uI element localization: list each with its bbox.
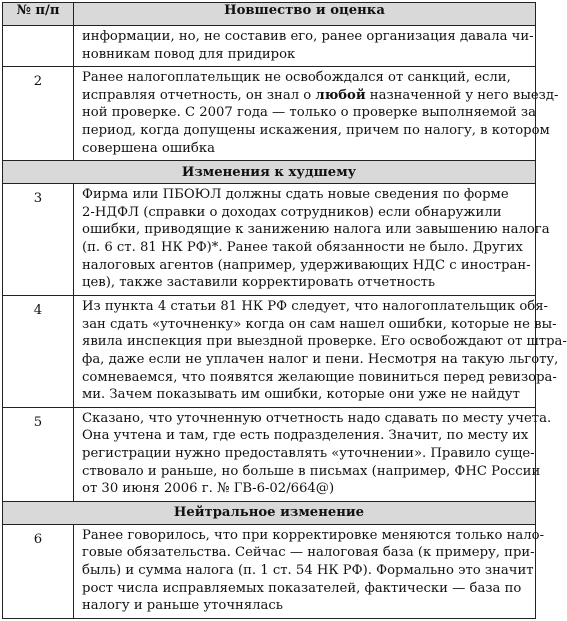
table-row bbox=[3, 296, 536, 408]
table-header-row bbox=[3, 3, 536, 26]
section-title: Изменения к худшему bbox=[3, 161, 536, 184]
text-line: ошибки, приводящие к занижению налога или завышению налога bbox=[82, 222, 550, 238]
row-text bbox=[74, 296, 567, 408]
row-text bbox=[74, 184, 550, 296]
text-line: фа, даже если не уплачен налог и пени. Несмотря на такую льготу, bbox=[82, 351, 559, 367]
text-line: период, когда допущены искажения, причем по налогу, в котором bbox=[82, 122, 550, 138]
text-line: ствовало и раньше, но больше в письмах (например, ФНС России bbox=[82, 463, 541, 479]
row-number: 3 bbox=[3, 184, 74, 296]
text-line: 2-НДФЛ (справки о доходах сотрудников) если обнаружили bbox=[82, 204, 502, 220]
text-line: Сказано, что уточненную отчетность надо сдавать по месту учета. bbox=[82, 410, 552, 426]
text-line: сомневаемся, что появятся желающие повиниться перед ревизора- bbox=[82, 369, 557, 385]
text-line bbox=[82, 87, 559, 105]
text-line: говые обязательства. Сейчас — налоговая база (к примеру, при- bbox=[82, 545, 535, 561]
table-row bbox=[3, 184, 536, 296]
row-text bbox=[74, 407, 552, 501]
emphasis-word: любой bbox=[315, 87, 366, 103]
row-number: 6 bbox=[3, 524, 74, 618]
section-title: Нейтральное изменение bbox=[3, 501, 536, 524]
text-line: от 30 июня 2006 г. № ГВ-6-02/664@) bbox=[82, 481, 335, 497]
text-line: новникам повод для придирок bbox=[82, 46, 296, 62]
text-line: рост числа исправляемых показателей, фактически — база по bbox=[82, 580, 522, 596]
row-number: 2 bbox=[3, 67, 74, 161]
text-line: Ранее налогоплательщик не освобождался от санкций, если, bbox=[82, 70, 511, 86]
text-line: ми. Зачем показывать им ошибки, которые они уже не найдут bbox=[82, 387, 520, 403]
text-line: налогу и раньше уточнялась bbox=[82, 598, 283, 614]
text-line: цев), также заставили корректировать отчетность bbox=[82, 275, 436, 291]
text-line: ной проверке. С 2007 года — только о проверке выполняемой за bbox=[82, 105, 536, 121]
row-number: 4 bbox=[3, 296, 74, 408]
table-row bbox=[3, 524, 536, 618]
text-line: Ранее говорилось, что при корректировке меняются только нало- bbox=[82, 527, 545, 543]
section-header-row bbox=[3, 161, 536, 184]
row-text bbox=[74, 26, 536, 67]
text-line: налоговых агентов (например, удерживающих НДС с иностран- bbox=[82, 257, 531, 273]
text-line: Фирма или ПБОЮЛ должны сдать новые сведения по форме bbox=[82, 187, 509, 203]
row-text bbox=[74, 524, 545, 618]
header-text: Новшество и оценка bbox=[74, 3, 536, 26]
section-header-row bbox=[3, 501, 536, 524]
text-line: зан сдать «уточненку» когда он сам нашел ошибки, которые не вы- bbox=[82, 316, 557, 332]
text-line: быль) и сумма налога (п. 1 ст. 54 НК РФ). Формально это значит bbox=[82, 562, 534, 578]
text-fragment: назначенной у него выезд- bbox=[365, 87, 559, 103]
text-line: информации, но, не составив его, ранее организация давала чи- bbox=[82, 29, 534, 44]
row-number bbox=[3, 26, 74, 67]
table-row bbox=[3, 26, 536, 67]
text-fragment: исправляя отчетность, он знал о bbox=[82, 87, 316, 103]
text-line: Из пункта 4 статьи 81 НК РФ следует, что налогоплательщик обя- bbox=[82, 299, 548, 315]
text-line: явила инспекция при выездной проверке. Его освобождают от штра- bbox=[82, 334, 567, 350]
header-num: № п/п bbox=[3, 3, 74, 26]
row-text bbox=[74, 67, 559, 161]
table-row bbox=[3, 67, 536, 161]
changes-table bbox=[2, 2, 567, 619]
text-line: регистрации нужно предоставлять «уточнении». Правило суще- bbox=[82, 445, 535, 461]
row-number: 5 bbox=[3, 407, 74, 501]
text-line: (п. 6 ст. 81 НК РФ)*. Ранее такой обязанности не было. Других bbox=[82, 239, 523, 255]
text-line: Она учтена и там, где есть подразделения. Значит, по месту их bbox=[82, 428, 529, 444]
text-line: совершена ошибка bbox=[82, 140, 215, 156]
table-row bbox=[3, 407, 536, 501]
